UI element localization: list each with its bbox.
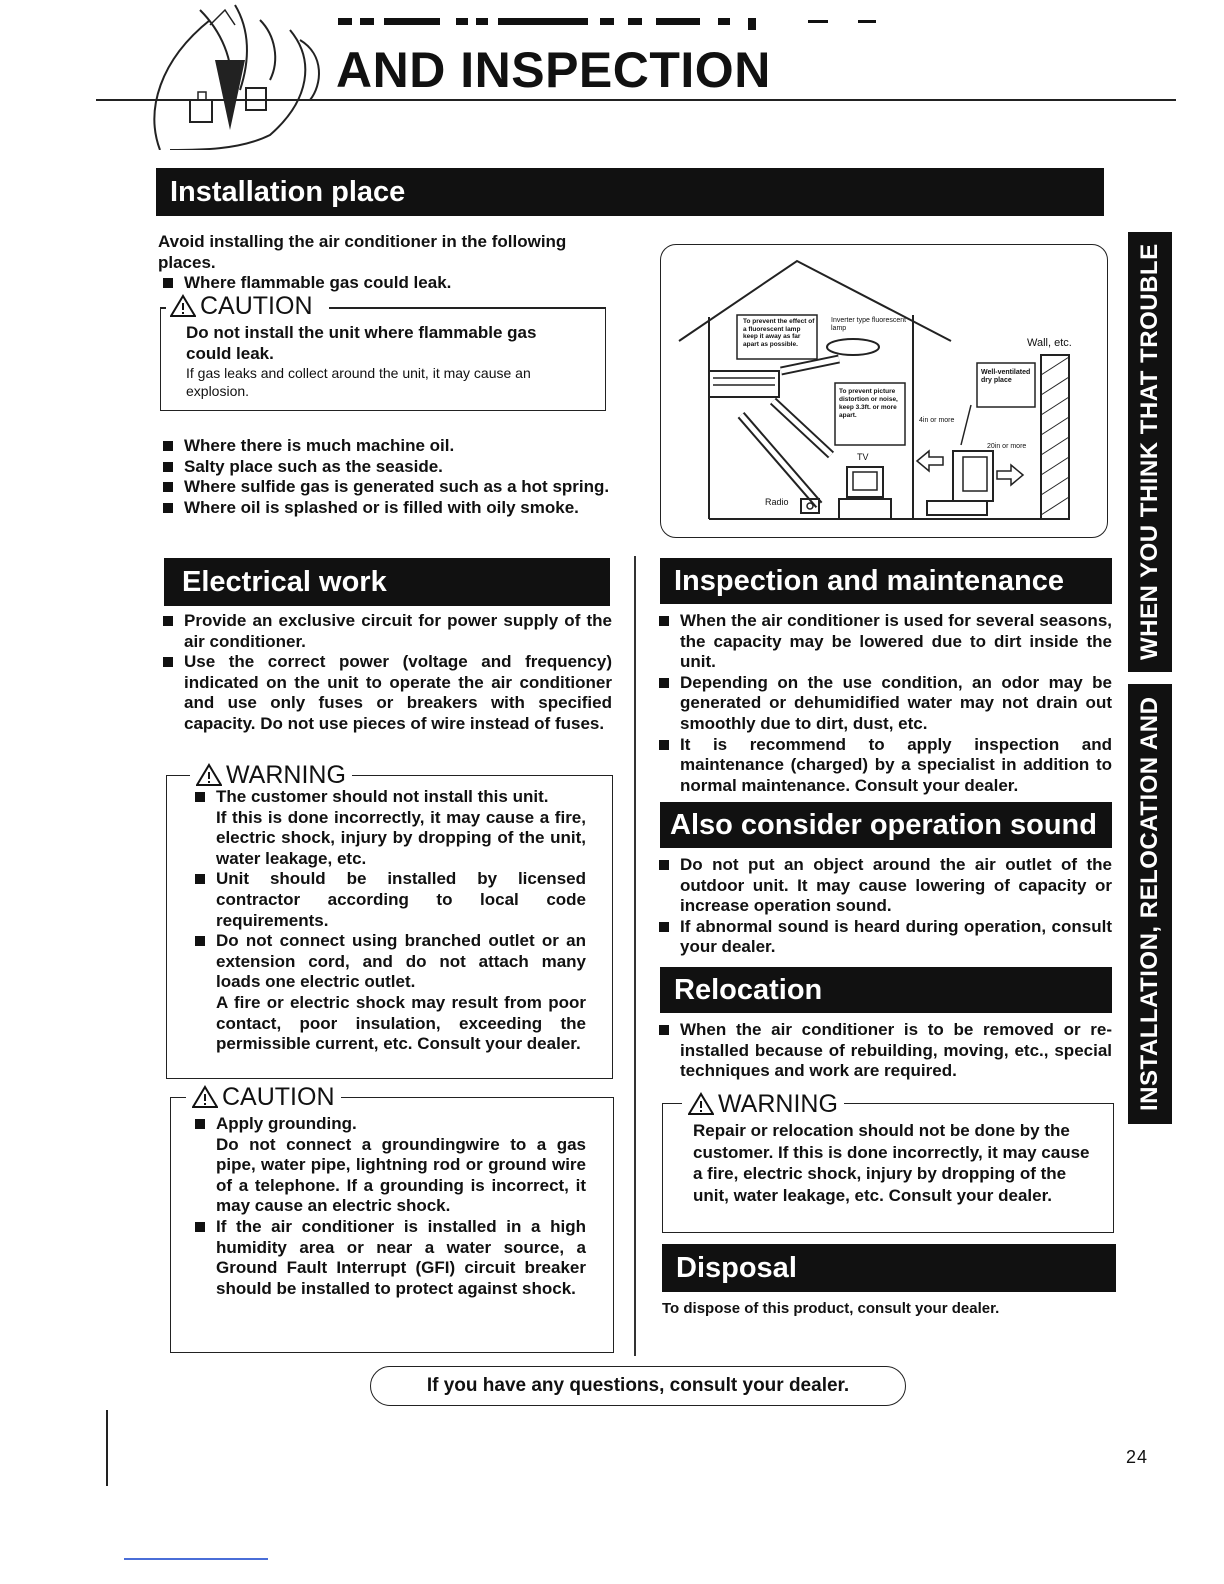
electrical-list bbox=[160, 611, 612, 735]
disposal-heading bbox=[662, 1244, 1116, 1292]
list-item: When the air conditioner is to be removed or re-installed because of rebuilding, moving, etc., special techniques and work are required. bbox=[656, 1020, 1112, 1082]
inspection-list bbox=[656, 611, 1112, 796]
list-item: Use the correct power (voltage and frequency) indicated on the unit to operate the air conditioner and use only fuses or breakers with specified capacity. Do not use pieces of wire instead of fuses. bbox=[160, 652, 612, 734]
relocation-heading bbox=[660, 967, 1112, 1013]
installation-heading bbox=[156, 168, 1104, 216]
relocation-list bbox=[656, 1020, 1112, 1082]
list-item bbox=[192, 1217, 586, 1299]
installation-intro: Avoid installing the air conditioner in the following places. bbox=[158, 232, 567, 272]
item-title: Apply grounding. bbox=[216, 1114, 357, 1133]
operation-sound-heading bbox=[660, 802, 1112, 848]
relocation-warning-text: Repair or relocation should not be done by the customer. If this is done incorrectly, it may cause a fire, electric shock, injury by dropping of the unit, water leakage, etc. Consult your dealer. bbox=[693, 1121, 1090, 1205]
installation-diagram bbox=[660, 244, 1108, 538]
cropped-title-line bbox=[338, 14, 898, 24]
bottom-link-line bbox=[124, 1558, 268, 1560]
item-title: Unit should be installed by licensed contractor according to local code requirements. bbox=[216, 869, 586, 930]
electrical-warning-list bbox=[192, 787, 586, 1055]
warning-triangle-icon bbox=[688, 1092, 714, 1116]
list-item bbox=[192, 787, 586, 869]
disposal-heading-text: Disposal bbox=[676, 1251, 797, 1284]
list-item: Provide an exclusive circuit for power supply of the air conditioner. bbox=[160, 611, 612, 652]
installation-list bbox=[160, 436, 610, 518]
questions-callout bbox=[370, 1366, 906, 1406]
margin-line bbox=[106, 1410, 108, 1486]
item-detail: If this is done incorrectly, it may cause a fire, electric shock, injury by dropping of the unit, water leakage, etc. bbox=[216, 807, 586, 868]
inspection-heading bbox=[660, 558, 1112, 604]
item-detail: A fire or electric shock may result from poor contact, poor insulation, exceeding the permissible current, etc. Consult your dealer. bbox=[216, 992, 586, 1054]
item-detail: Do not connect a groundingwire to a gas pipe, water pipe, lightning rod or ground wire of a telephone. If a grounding is incorrect, it may cause an electric shock. bbox=[216, 1134, 586, 1216]
diagram-inverter-note: Inverter type fluorescent lamp bbox=[831, 317, 907, 332]
list-item: Do not put an object around the air outlet of the outdoor unit. It may cause lowering of capacity or increase operation sound. bbox=[656, 855, 1112, 917]
installation-first-list bbox=[160, 273, 620, 294]
diagram-lamp-note: To prevent the effect of a fluorescent lamp keep it away as far apart as possible. bbox=[743, 318, 815, 348]
side-tab-installation bbox=[1128, 684, 1172, 1124]
list-item: Depending on the use condition, an odor may be generated or dehumidified water may not drain out smoothly due to dirt, dust, etc. bbox=[656, 673, 1112, 735]
installation-caution-detail: If gas leaks and collect around the unit, it may cause an explosion. bbox=[186, 365, 531, 399]
list-item: Where there is much machine oil. bbox=[160, 436, 610, 457]
caution-title bbox=[166, 292, 317, 320]
list-item: Where oil is splashed or is filled with oily smoke. bbox=[160, 498, 610, 519]
item-title: If the air conditioner is installed in a high humidity area or near a water source, a Ground Fault Interrupt (GFI) circuit breaker should be installed to protect against shock. bbox=[216, 1216, 586, 1298]
installation-caution-main: Do not install the unit where flammable gas could leak. bbox=[186, 323, 537, 363]
list-item: If abnormal sound is heard during operation, consult your dealer. bbox=[656, 917, 1112, 958]
installation-heading-text: Installation place bbox=[170, 175, 406, 208]
diagram-wall-label: Wall, etc. bbox=[1027, 337, 1072, 349]
warning-triangle-icon bbox=[170, 294, 196, 318]
side-tab-trouble-text: WHEN YOU THINK THAT TROUBLE bbox=[1136, 243, 1163, 661]
electrical-caution-list bbox=[192, 1114, 586, 1299]
mascot-illustration bbox=[140, 0, 340, 150]
warning-triangle-icon bbox=[196, 763, 222, 787]
list-item bbox=[192, 869, 586, 931]
warning-label: WARNING bbox=[226, 761, 346, 789]
caution-title bbox=[186, 1083, 341, 1111]
item-title: Do not connect using branched outlet or an extension cord, and do not attach many loads one electric outlet. bbox=[216, 931, 586, 992]
list-item: Where flammable gas could leak. bbox=[160, 273, 620, 294]
operation-sound-list bbox=[656, 855, 1112, 958]
warning-label: WARNING bbox=[718, 1090, 838, 1118]
diagram-radio-label: Radio bbox=[765, 497, 789, 507]
electrical-heading-text: Electrical work bbox=[182, 565, 387, 598]
list-item: When the air conditioner is used for several seasons, the capacity may be lowered due to dirt inside the unit. bbox=[656, 611, 1112, 673]
list-item bbox=[192, 1114, 586, 1217]
header-rule bbox=[96, 99, 1176, 101]
warning-title bbox=[190, 761, 352, 789]
caution-label: CAUTION bbox=[200, 292, 313, 320]
electrical-heading bbox=[164, 558, 610, 606]
page-title: AND INSPECTION bbox=[336, 42, 771, 98]
list-item: Where sulfide gas is generated such as a hot spring. bbox=[160, 477, 610, 498]
diagram-distance-4in: 4in or more bbox=[919, 417, 955, 424]
list-item: Salty place such as the seaside. bbox=[160, 457, 610, 478]
item-title: The customer should not install this unit. bbox=[216, 787, 549, 806]
operation-sound-heading-text: Also consider operation sound bbox=[670, 808, 1097, 841]
diagram-ventilated: Well-ventilated dry place bbox=[981, 369, 1031, 384]
diagram-tv-label: TV bbox=[857, 452, 869, 462]
list-item: It is recommend to apply inspection and maintenance (charged) by a specialist in addition to normal maintenance. Consult your dealer. bbox=[656, 735, 1112, 797]
caution-label: CAUTION bbox=[222, 1083, 335, 1111]
side-tab-trouble bbox=[1128, 232, 1172, 672]
diagram-tv-note: To prevent picture distortion or noise, keep 3.3ft. or more apart. bbox=[839, 388, 898, 419]
disposal-text: To dispose of this product, consult your dealer. bbox=[662, 1300, 1000, 1317]
warning-triangle-icon bbox=[192, 1085, 218, 1109]
inspection-heading-text: Inspection and maintenance bbox=[674, 564, 1064, 597]
page-number: 24 bbox=[1125, 1447, 1148, 1467]
diagram-distance-20in: 20in or more bbox=[987, 443, 1027, 450]
list-item bbox=[192, 931, 586, 1055]
questions-text: If you have any questions, consult your dealer. bbox=[426, 1375, 850, 1396]
column-divider bbox=[634, 556, 636, 1356]
relocation-heading-text: Relocation bbox=[674, 973, 823, 1006]
warning-title bbox=[682, 1090, 844, 1118]
side-tab-installation-text: INSTALLATION, RELOCATION AND bbox=[1136, 696, 1163, 1112]
